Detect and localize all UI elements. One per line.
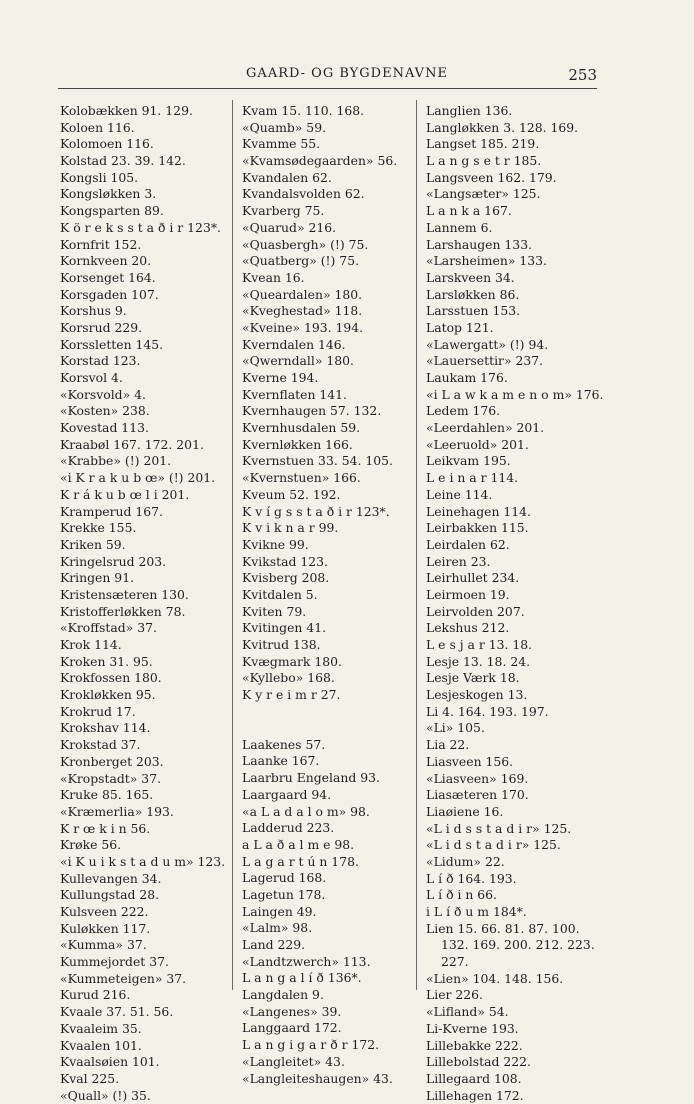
index-entry: «Kveghestad» 118.	[242, 303, 363, 319]
index-entry: Kulsveen 222.	[60, 904, 149, 919]
index-entry: Leinehagen 114.	[426, 503, 531, 519]
index-entry: Kviten 79.	[242, 603, 307, 619]
index-entry: Kolstad 23. 39. 142.	[60, 153, 186, 169]
index-entry: Liaøiene 16.	[426, 803, 504, 819]
index-entry: Lesjeskogen 13.	[426, 687, 528, 703]
index-entry: Kringen 91.	[60, 570, 135, 586]
index-entry: «Larsheimen» 133.	[426, 253, 547, 269]
index-entry: Kramperud 167.	[60, 503, 163, 519]
index-entry: Lia 22.	[426, 737, 470, 753]
letter-section-gap	[242, 704, 410, 737]
index-entry: Kvægmark 180.	[242, 653, 342, 669]
index-entry: «Leerdahlen» 201.	[426, 420, 545, 436]
index-entry: Leirdalen 62.	[426, 536, 510, 552]
index-entry: «Leeruold» 201.	[426, 436, 529, 452]
running-header-title: GAARD- OG BYGDENAVNE	[246, 66, 448, 81]
index-entry: Korssletten 145.	[60, 336, 164, 352]
index-entry: «Quarud» 216.	[242, 219, 337, 235]
index-entry: Lillegaard 108.	[426, 1070, 522, 1086]
index-entry: Korsvol 4.	[60, 370, 123, 385]
index-entry: Larsstuen 153.	[426, 303, 521, 319]
index-entry: «Queardalen» 180.	[242, 286, 363, 302]
index-entry: L í ð 164. 193.	[426, 870, 517, 886]
index-entry: Langlien 136.	[426, 103, 513, 118]
index-entry: Li-Kverne 193.	[426, 1020, 519, 1036]
column-divider	[416, 100, 417, 990]
index-entry: Lagetun 178.	[242, 886, 326, 902]
index-entry: «Korsvold» 4.	[60, 386, 146, 402]
index-column-3	[426, 103, 626, 1104]
index-entry: L e i n a r 114.	[426, 470, 519, 486]
index-entry: Krok 114.	[60, 637, 122, 652]
index-entry: Kvitdalen 5.	[242, 586, 318, 602]
index-entry: Lekshus 212.	[426, 620, 510, 636]
index-entry: Lier 226.	[426, 987, 483, 1003]
index-entry: K r á k u b œ l i 201.	[60, 486, 190, 502]
index-entry: Kverndalen 146.	[242, 336, 346, 352]
index-entry: «Kumma» 37.	[60, 937, 147, 953]
index-entry: Kvamme 55.	[242, 136, 321, 152]
index-entry: Kongsparten 89.	[60, 203, 164, 219]
index-entry: Kval 225.	[60, 1070, 120, 1086]
index-column-2	[242, 103, 410, 1087]
index-entry: «Kroffstad» 37.	[60, 620, 157, 636]
column-divider	[232, 100, 233, 990]
index-entry: «Lidum» 22.	[426, 853, 505, 869]
index-entry: Kvarberg 75.	[242, 203, 325, 219]
index-entry: Laarbru Engeland 93.	[242, 770, 380, 786]
index-entry: Langset 185. 219.	[426, 136, 540, 152]
index-entry: Ledem 176.	[426, 403, 501, 419]
index-entry: Laakenes 57.	[242, 736, 326, 752]
index-entry: Kvandalen 62.	[242, 169, 332, 185]
index-entry: Larskveen 34.	[426, 269, 515, 285]
index-entry: L a n k a 167.	[426, 203, 512, 219]
index-entry: «L i d s t a d i r» 125.	[426, 837, 561, 853]
index-entry: «Lauersettir» 237.	[426, 353, 544, 369]
index-entry: Lesje 13. 18. 24.	[426, 653, 531, 669]
index-entry: Laingen 49.	[242, 903, 317, 919]
index-entry: «i K r a k u b œ» (!) 201.	[60, 470, 216, 486]
index-entry: Korsrud 229.	[60, 319, 143, 335]
index-entry: K y r e i m r 27.	[242, 687, 341, 703]
index-entry: Kvernløkken 166.	[242, 436, 353, 452]
index-entry: 132. 169. 200. 212. 223.	[441, 937, 595, 953]
index-entry: «Kveine» 193. 194.	[242, 319, 364, 335]
index-entry: Krokstad 37.	[60, 737, 141, 753]
index-entry: «Landtzwerch» 113.	[242, 953, 371, 969]
index-entry: Korshus 9.	[60, 303, 127, 319]
index-entry: «Qwerndall» 180.	[242, 353, 354, 369]
index-entry: Kvikstad 123.	[242, 553, 328, 569]
index-entry: Leikvam 195.	[426, 453, 511, 469]
index-entry: L a n g s e t r 185.	[426, 153, 542, 169]
page-number: 253	[568, 66, 597, 84]
index-entry: «Lalm» 98.	[242, 920, 313, 936]
index-entry: «Lawergatt» (!) 94.	[426, 336, 549, 352]
index-entry: L a n g i g a r ð r 172.	[242, 1037, 380, 1053]
index-entry: Kovestad 113.	[60, 420, 149, 436]
index-entry: L a g a r t ú n 178.	[242, 853, 359, 869]
index-entry: «Kyllebo» 168.	[242, 670, 335, 686]
index-entry: Langdalen 9.	[242, 987, 324, 1003]
index-entry: K v i k n a r 99.	[242, 520, 339, 536]
index-column-1	[60, 103, 232, 1104]
index-entry: «i K u i k s t a d u m» 123.	[60, 853, 226, 869]
index-entry: Kvandalsvolden 62.	[242, 186, 365, 202]
index-entry: Kvernhaugen 57. 132.	[242, 403, 382, 419]
index-entry: Langløkken 3. 128. 169.	[426, 119, 579, 135]
index-entry: Kvaalen 101.	[60, 1037, 142, 1053]
index-entry: K r œ k i n 56.	[60, 820, 151, 836]
index-entry: «a L a d a l o m» 98.	[242, 803, 370, 819]
index-entry: «Kummeteigen» 37.	[60, 970, 187, 986]
index-entry: Leirhullet 234.	[426, 570, 520, 586]
index-entry: Langsveen 162. 179.	[426, 169, 557, 185]
index-entry: Lannem 6.	[426, 219, 493, 235]
index-entry: Leine 114.	[426, 486, 493, 502]
index-entry: L a n g a l í ð 136*.	[242, 970, 362, 986]
index-entry: Laargaard 94.	[242, 786, 332, 802]
index-entry: Kristofferløkken 78.	[60, 603, 186, 619]
index-entry: Larsløkken 86.	[426, 286, 520, 302]
header-rule	[58, 88, 597, 89]
index-entry: Krokfossen 180.	[60, 670, 162, 686]
index-entry: Laanke 167.	[242, 753, 320, 769]
index-entry: Leirbakken 115.	[426, 520, 529, 536]
index-entry: Li 4. 164. 193. 197.	[426, 703, 549, 719]
index-entry: «Kvernstuen» 166.	[242, 470, 361, 486]
index-entry: Leirvolden 207.	[426, 603, 525, 619]
index-entry: Langgaard 172.	[242, 1020, 342, 1036]
index-entry: Kvitrud 138.	[242, 637, 321, 652]
index-entry: Kvaaleim 35.	[60, 1020, 142, 1036]
index-entry: Kvikne 99.	[242, 536, 309, 552]
index-entry: «L i d s s t a d i r» 125.	[426, 820, 572, 836]
index-entry: Kvaalsøien 101.	[60, 1054, 160, 1070]
index-entry: Korstad 123.	[60, 353, 141, 369]
index-entry: Lillebakke 222.	[426, 1037, 523, 1053]
index-entry: «Langleitet» 43.	[242, 1053, 345, 1069]
index-entry: Lesje Værk 18.	[426, 670, 520, 686]
index-entry: Kullungstad 28.	[60, 887, 160, 903]
index-entry: «Lifland» 54.	[426, 1004, 509, 1020]
index-entry: Leiren 23.	[426, 553, 491, 569]
index-entry: Kriken 59.	[60, 536, 126, 552]
index-entry: Kverne 194.	[242, 370, 319, 385]
index-entry: Kummejordet 37.	[60, 954, 169, 970]
index-entry: Krokløkken 95.	[60, 687, 156, 703]
index-entry: Kraabøl 167. 172. 201.	[60, 436, 204, 452]
index-entry: «Kropstadt» 37.	[60, 770, 162, 786]
index-entry: Kvean 16.	[242, 269, 305, 285]
index-entry: 227.	[441, 954, 469, 970]
index-entry: «Kosten» 238.	[60, 403, 150, 419]
index-entry: a L a ð a l m e 98.	[242, 836, 355, 852]
index-entry: Kvam 15. 110. 168.	[242, 103, 365, 118]
index-entry: Kvernhusdalen 59.	[242, 420, 361, 436]
index-entry: «Liasveen» 169.	[426, 770, 529, 786]
index-entry: «Langleiteshaugen» 43.	[242, 1070, 393, 1086]
index-entry: «Quamb» 59.	[242, 119, 327, 135]
index-entry: K v í g s s t a ð i r 123*.	[242, 503, 390, 519]
index-entry: Kvisberg 208.	[242, 570, 330, 586]
index-entry: Lien 15. 66. 81. 87. 100.	[426, 920, 580, 936]
index-entry: Kornkveen 20.	[60, 253, 152, 269]
index-entry: Krokrud 17.	[60, 703, 136, 719]
index-entry: Larshaugen 133.	[426, 236, 533, 252]
index-entry: Krekke 155.	[60, 520, 137, 536]
index-entry: Kurud 216.	[60, 987, 131, 1003]
index-entry: Kongsløkken 3.	[60, 186, 157, 202]
index-entry: Liasveen 156.	[426, 753, 514, 769]
index-entry: «Li» 105.	[426, 720, 485, 736]
index-entry: «Quasbergh» (!) 75.	[242, 236, 369, 252]
index-entry: Koloen 116.	[60, 119, 135, 135]
index-entry: Kroken 31. 95.	[60, 653, 153, 669]
index-entry: Kullevangen 34.	[60, 870, 162, 886]
index-entry: «Langsæter» 125.	[426, 186, 541, 202]
index-entry: Lagerud 168.	[242, 870, 327, 886]
index-entry: Kornfrit 152.	[60, 236, 142, 252]
index-entry: Laukam 176.	[426, 370, 508, 385]
index-entry: Latop 121.	[426, 319, 494, 335]
index-entry: Kuløkken 117.	[60, 920, 151, 936]
index-entry: Kvernstuen 33. 54. 105.	[242, 453, 393, 469]
index-entry: «Kræmerlia» 193.	[60, 803, 174, 819]
index-entry: Liasæteren 170.	[426, 787, 529, 803]
index-entry: Kongsli 105.	[60, 169, 139, 185]
index-entry: Kristensæteren 130.	[60, 586, 189, 602]
index-entry: Lillebolstad 222.	[426, 1054, 531, 1070]
index-entry: «Lien» 104. 148. 156.	[426, 970, 564, 986]
index-entry: i L í ð u m 184*.	[426, 904, 527, 919]
index-entry: «Quatberg» (!) 75.	[242, 253, 360, 269]
index-entry: L e s j a r 13. 18.	[426, 637, 533, 652]
index-entry: «Kvamsødegaarden» 56.	[242, 153, 398, 169]
index-entry: «Krabbe» (!) 201.	[60, 453, 172, 469]
index-entry: Leirmoen 19.	[426, 586, 510, 602]
index-entry: Kolomoen 116.	[60, 136, 154, 152]
index-entry: Kvernflaten 141.	[242, 386, 347, 402]
index-entry: Krøke 56.	[60, 837, 122, 853]
index-entry: Kringelsrud 203.	[60, 553, 167, 569]
index-entry: «i L a w k a m e n o m» 176.	[426, 386, 604, 402]
index-entry: Ladderud 223.	[242, 820, 335, 836]
index-entry: Krokshav 114.	[60, 720, 151, 736]
index-entry: Kvaale 37. 51. 56.	[60, 1004, 174, 1020]
index-entry: Lillehagen 172.	[426, 1087, 524, 1103]
index-entry: Kveum 52. 192.	[242, 486, 341, 502]
index-entry: Kolobækken 91. 129.	[60, 103, 193, 118]
index-entry: Kronberget 203.	[60, 753, 164, 769]
index-entry: K ö r e k s s t a ð i r 123*.	[60, 219, 221, 235]
index-entry: Korsenget 164.	[60, 269, 156, 285]
index-entry: L í ð i n 66.	[426, 887, 497, 903]
index-entry: Korsgaden 107.	[60, 286, 159, 302]
index-entry: Kvitingen 41.	[242, 620, 327, 636]
index-entry: «Langenes» 39.	[242, 1003, 342, 1019]
index-entry: Land 229.	[242, 937, 306, 952]
index-entry: Kruke 85. 165.	[60, 787, 154, 803]
index-entry: «Quall» (!) 35.	[60, 1087, 151, 1103]
